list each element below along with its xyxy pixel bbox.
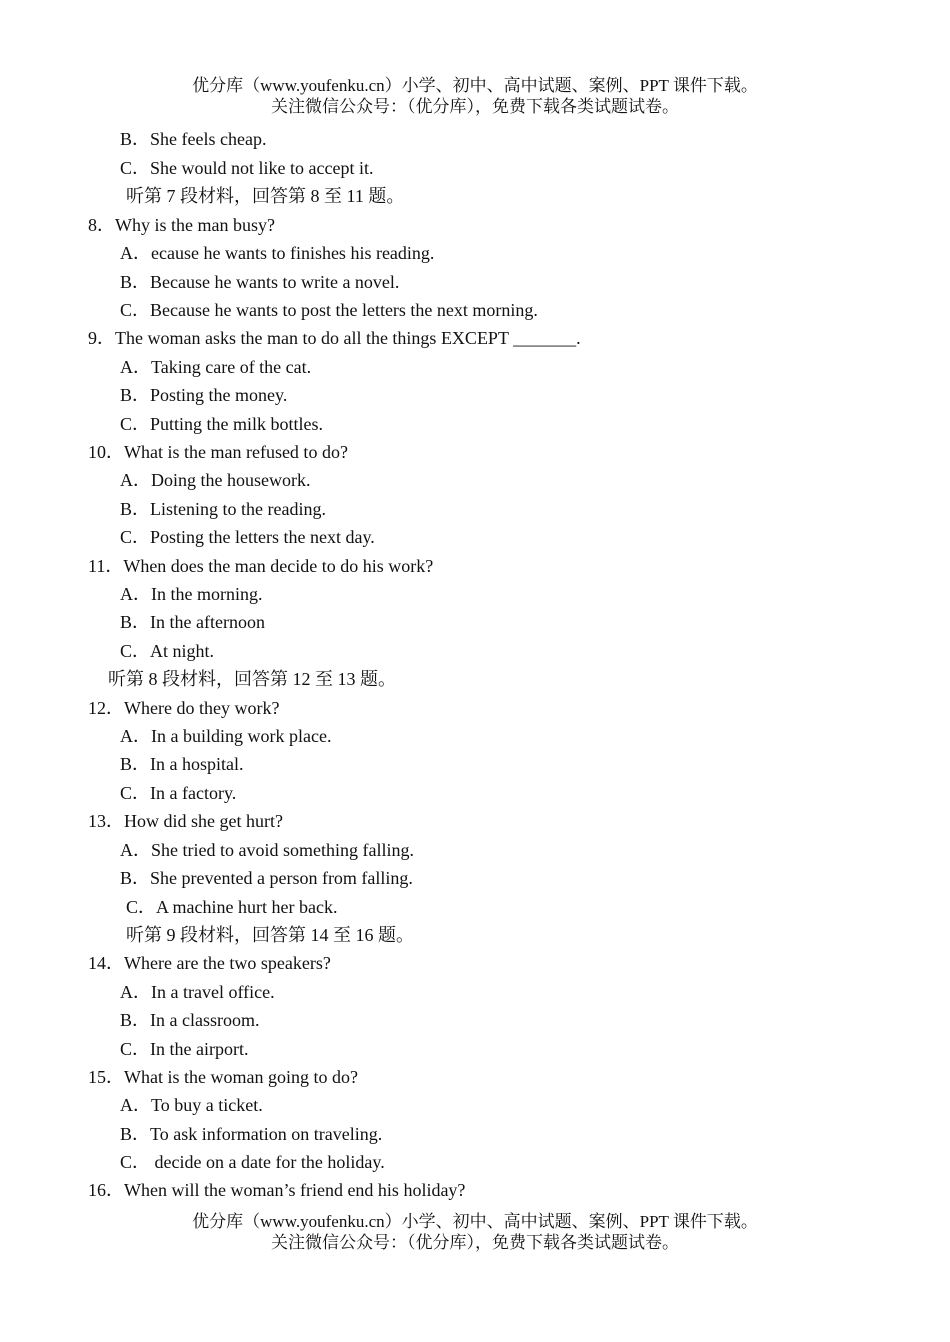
option-c-q9: C．Putting the milk bottles. bbox=[120, 414, 324, 434]
option-b-q7: B．She feels cheap. bbox=[120, 129, 267, 149]
question-12: 12．Where do they work? bbox=[88, 698, 280, 718]
option-c-q15: C． decide on a date for the holiday. bbox=[120, 1152, 385, 1172]
footer-line-1: 优分库（www.youfenku.cn）小学、初中、高中试题、案例、PPT 课件下载。 bbox=[192, 1212, 758, 1231]
question-14: 14．Where are the two speakers? bbox=[88, 953, 331, 973]
option-b-q11: B．In the afternoon bbox=[120, 612, 265, 632]
option-c-q7: C．She would not like to accept it. bbox=[120, 158, 374, 178]
header-line-2: 关注微信公众号：（优分库），免费下载各类试题试卷。 bbox=[271, 97, 679, 116]
option-b-q10: B．Listening to the reading. bbox=[120, 499, 326, 519]
question-10: 10．What is the man refused to do? bbox=[88, 442, 348, 462]
option-a-q14: A．In a travel office. bbox=[120, 982, 275, 1002]
option-b-q15: B．To ask information on traveling. bbox=[120, 1124, 383, 1144]
option-b-q9: B．Posting the money. bbox=[120, 385, 288, 405]
option-a-q11: A．In the morning. bbox=[120, 584, 263, 604]
section-instruction-7: 听第 7 段材料，回答第 8 至 11 题。 bbox=[126, 186, 405, 206]
option-a-q12: A．In a building work place. bbox=[120, 726, 332, 746]
option-c-q11: C．At night. bbox=[120, 641, 215, 661]
header-line-1: 优分库（www.youfenku.cn）小学、初中、高中试题、案例、PPT 课件下载。 bbox=[192, 76, 758, 95]
option-c-q13: C．A machine hurt her back. bbox=[126, 897, 338, 917]
question-13: 13．How did she get hurt? bbox=[88, 811, 283, 831]
section-instruction-8: 听第 8 段材料，回答第 12 至 13 题。 bbox=[108, 669, 396, 689]
footer-line-2: 关注微信公众号：（优分库），免费下载各类试题试卷。 bbox=[271, 1233, 679, 1252]
question-15: 15．What is the woman going to do? bbox=[88, 1067, 358, 1087]
option-c-q14: C．In the airport. bbox=[120, 1039, 249, 1059]
option-a-q15: A．To buy a ticket. bbox=[120, 1095, 263, 1115]
question-9: 9．The woman asks the man to do all the things EXCEPT _______. bbox=[88, 328, 581, 348]
question-16: 16．When will the woman’s friend end his holiday? bbox=[88, 1180, 466, 1200]
section-instruction-9: 听第 9 段材料，回答第 14 至 16 题。 bbox=[126, 925, 414, 945]
option-b-q12: B．In a hospital. bbox=[120, 754, 244, 774]
option-c-q8: C．Because he wants to post the letters the next morning. bbox=[120, 300, 538, 320]
option-c-q10: C．Posting the letters the next day. bbox=[120, 527, 375, 547]
option-b-q8: B．Because he wants to write a novel. bbox=[120, 272, 400, 292]
option-b-q14: B．In a classroom. bbox=[120, 1010, 260, 1030]
option-a-q8: A．ecause he wants to finishes his reading. bbox=[120, 243, 435, 263]
option-a-q9: A．Taking care of the cat. bbox=[120, 357, 312, 377]
question-8: 8．Why is the man busy? bbox=[88, 215, 275, 235]
option-b-q13: B．She prevented a person from falling. bbox=[120, 868, 413, 888]
question-11: 11．When does the man decide to do his work? bbox=[88, 556, 434, 576]
option-c-q12: C．In a factory. bbox=[120, 783, 237, 803]
option-a-q10: A．Doing the housework. bbox=[120, 470, 311, 490]
option-a-q13: A．She tried to avoid something falling. bbox=[120, 840, 414, 860]
